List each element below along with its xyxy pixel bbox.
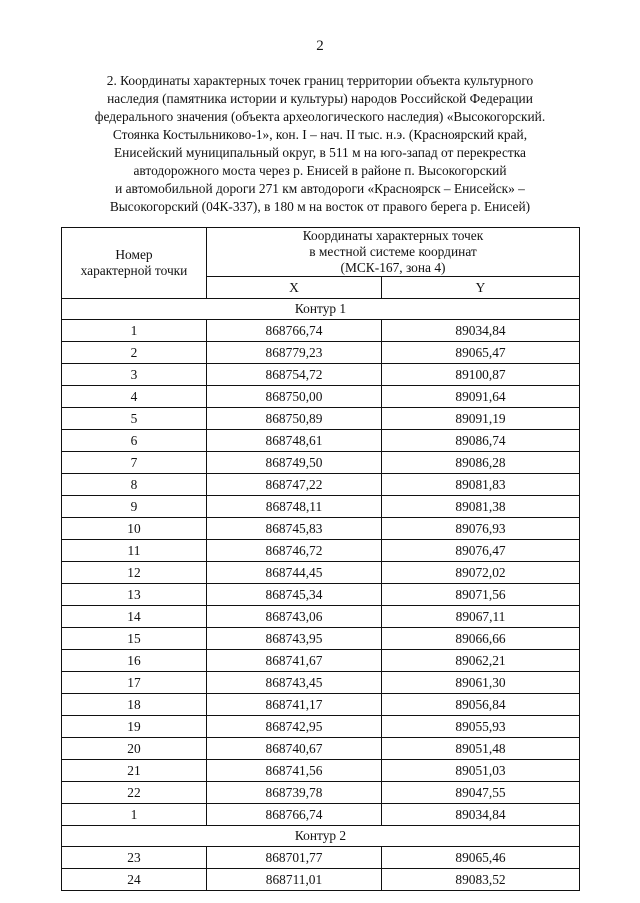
x-coordinate-cell: 868741,56: [207, 760, 382, 782]
heading-line: Енисейский муниципальный округ, в 511 м на юго-запад от перекрестка: [114, 145, 526, 160]
table-row: [62, 364, 580, 386]
point-number-cell: 2: [62, 342, 207, 364]
point-number-cell: 19: [62, 716, 207, 738]
point-number-cell: 12: [62, 562, 207, 584]
table-row: [62, 430, 580, 452]
heading-line: автодорожного моста через р. Енисей в районе п. Высокогорский: [133, 163, 507, 178]
heading-line: Стоянка Костыльниково-1», кон. I – нач. II тыс. н.э. (Красноярский край,: [112, 127, 528, 142]
point-number-header: [62, 228, 207, 299]
x-coordinate-cell: 868745,34: [207, 584, 382, 606]
heading-line: Высокогорский (04К-337), в 180 м на восток от правого берега р. Енисей): [109, 199, 531, 214]
y-coordinate-cell: 89055,93: [382, 716, 580, 738]
point-number-cell: 15: [62, 628, 207, 650]
x-coordinate-cell: 868740,67: [207, 738, 382, 760]
y-coordinate-cell: 89047,55: [382, 782, 580, 804]
heading-line: федерального значения (объекта археологического наследия) «Высокогорский.: [94, 109, 546, 124]
point-number-cell: 10: [62, 518, 207, 540]
point-number-cell: 24: [62, 869, 207, 891]
table-row: [62, 716, 580, 738]
table-row: [62, 320, 580, 342]
point-number-cell: 4: [62, 386, 207, 408]
point-number-cell: 7: [62, 452, 207, 474]
contour-title: Контур 2: [62, 826, 580, 847]
y-coordinate-cell: 89065,47: [382, 342, 580, 364]
point-number-cell: 3: [62, 364, 207, 386]
x-coordinate-cell: 868746,72: [207, 540, 382, 562]
table-row: [62, 650, 580, 672]
point-number-cell: 9: [62, 496, 207, 518]
point-number-cell: 14: [62, 606, 207, 628]
header-text: Координаты характерных точек: [302, 228, 484, 243]
table-row: [62, 342, 580, 364]
y-coordinate-cell: 89066,66: [382, 628, 580, 650]
y-column-header: Y: [382, 277, 580, 299]
y-coordinate-cell: 89091,64: [382, 386, 580, 408]
x-coordinate-cell: 868779,23: [207, 342, 382, 364]
x-coordinate-cell: 868711,01: [207, 869, 382, 891]
contour-title-row: [62, 826, 580, 847]
point-number-cell: 20: [62, 738, 207, 760]
table-row: [62, 606, 580, 628]
x-coordinate-cell: 868749,50: [207, 452, 382, 474]
table-header-row: [62, 228, 580, 277]
x-coordinate-cell: 868743,06: [207, 606, 382, 628]
table-row: [62, 386, 580, 408]
table-row: [62, 760, 580, 782]
point-number-cell: 18: [62, 694, 207, 716]
header-text: в местной системе координат: [309, 244, 477, 259]
y-coordinate-cell: 89091,19: [382, 408, 580, 430]
table-row: [62, 562, 580, 584]
table-row: [62, 452, 580, 474]
y-coordinate-cell: 89051,03: [382, 760, 580, 782]
x-coordinate-cell: 868743,95: [207, 628, 382, 650]
heading-line: наследия (памятника истории и культуры) народов Российской Федерации: [107, 91, 533, 106]
x-coordinate-cell: 868744,45: [207, 562, 382, 584]
document-heading: [60, 72, 580, 216]
x-column-header: X: [207, 277, 382, 299]
table-row: [62, 496, 580, 518]
x-coordinate-cell: 868748,11: [207, 496, 382, 518]
y-coordinate-cell: 89076,47: [382, 540, 580, 562]
coordinates-header: [207, 228, 580, 277]
point-number-cell: 6: [62, 430, 207, 452]
y-coordinate-cell: 89081,38: [382, 496, 580, 518]
y-coordinate-cell: 89081,83: [382, 474, 580, 496]
y-coordinate-cell: 89072,02: [382, 562, 580, 584]
x-coordinate-cell: 868742,95: [207, 716, 382, 738]
x-coordinate-cell: 868754,72: [207, 364, 382, 386]
y-coordinate-cell: 89100,87: [382, 364, 580, 386]
y-coordinate-cell: 89067,11: [382, 606, 580, 628]
table-row: [62, 540, 580, 562]
header-text: Номер: [115, 247, 153, 262]
table-row: [62, 518, 580, 540]
x-coordinate-cell: 868750,89: [207, 408, 382, 430]
y-coordinate-cell: 89065,46: [382, 847, 580, 869]
x-coordinate-cell: 868766,74: [207, 804, 382, 826]
table-row: [62, 672, 580, 694]
point-number-cell: 13: [62, 584, 207, 606]
header-text: характерной точки: [80, 263, 188, 278]
table-row: [62, 804, 580, 826]
point-number-cell: 5: [62, 408, 207, 430]
point-number-cell: 16: [62, 650, 207, 672]
y-coordinate-cell: 89086,74: [382, 430, 580, 452]
point-number-cell: 1: [62, 320, 207, 342]
x-coordinate-cell: 868741,17: [207, 694, 382, 716]
x-coordinate-cell: 868739,78: [207, 782, 382, 804]
y-coordinate-cell: 89056,84: [382, 694, 580, 716]
x-coordinate-cell: 868743,45: [207, 672, 382, 694]
point-number-cell: 1: [62, 804, 207, 826]
table-row: [62, 869, 580, 891]
coordinates-table: [61, 227, 580, 891]
point-number-cell: 22: [62, 782, 207, 804]
table-row: [62, 474, 580, 496]
page-number: 2: [316, 38, 324, 54]
x-coordinate-cell: 868747,22: [207, 474, 382, 496]
y-coordinate-cell: 89083,52: [382, 869, 580, 891]
x-coordinate-cell: 868766,74: [207, 320, 382, 342]
y-coordinate-cell: 89071,56: [382, 584, 580, 606]
table-row: [62, 694, 580, 716]
x-coordinate-cell: 868748,61: [207, 430, 382, 452]
y-coordinate-cell: 89034,84: [382, 804, 580, 826]
x-coordinate-cell: 868750,00: [207, 386, 382, 408]
heading-line: 2. Координаты характерных точек границ территории объекта культурного: [106, 73, 534, 88]
y-coordinate-cell: 89062,21: [382, 650, 580, 672]
x-coordinate-cell: 868701,77: [207, 847, 382, 869]
header-text: (МСК-167, зона 4): [340, 260, 446, 275]
point-number-cell: 11: [62, 540, 207, 562]
heading-line: и автомобильной дороги 271 км автодороги «Красноярск – Енисейск» –: [115, 181, 525, 196]
y-coordinate-cell: 89051,48: [382, 738, 580, 760]
point-number-cell: 21: [62, 760, 207, 782]
contour-title: Контур 1: [62, 299, 580, 320]
table-row: [62, 738, 580, 760]
table-row: [62, 782, 580, 804]
y-coordinate-cell: 89061,30: [382, 672, 580, 694]
contour-title-row: [62, 299, 580, 320]
y-coordinate-cell: 89034,84: [382, 320, 580, 342]
x-coordinate-cell: 868745,83: [207, 518, 382, 540]
table-row: [62, 847, 580, 869]
table-row: [62, 628, 580, 650]
x-coordinate-cell: 868741,67: [207, 650, 382, 672]
table-row: [62, 408, 580, 430]
y-coordinate-cell: 89086,28: [382, 452, 580, 474]
y-coordinate-cell: 89076,93: [382, 518, 580, 540]
point-number-cell: 17: [62, 672, 207, 694]
table-row: [62, 584, 580, 606]
point-number-cell: 8: [62, 474, 207, 496]
point-number-cell: 23: [62, 847, 207, 869]
